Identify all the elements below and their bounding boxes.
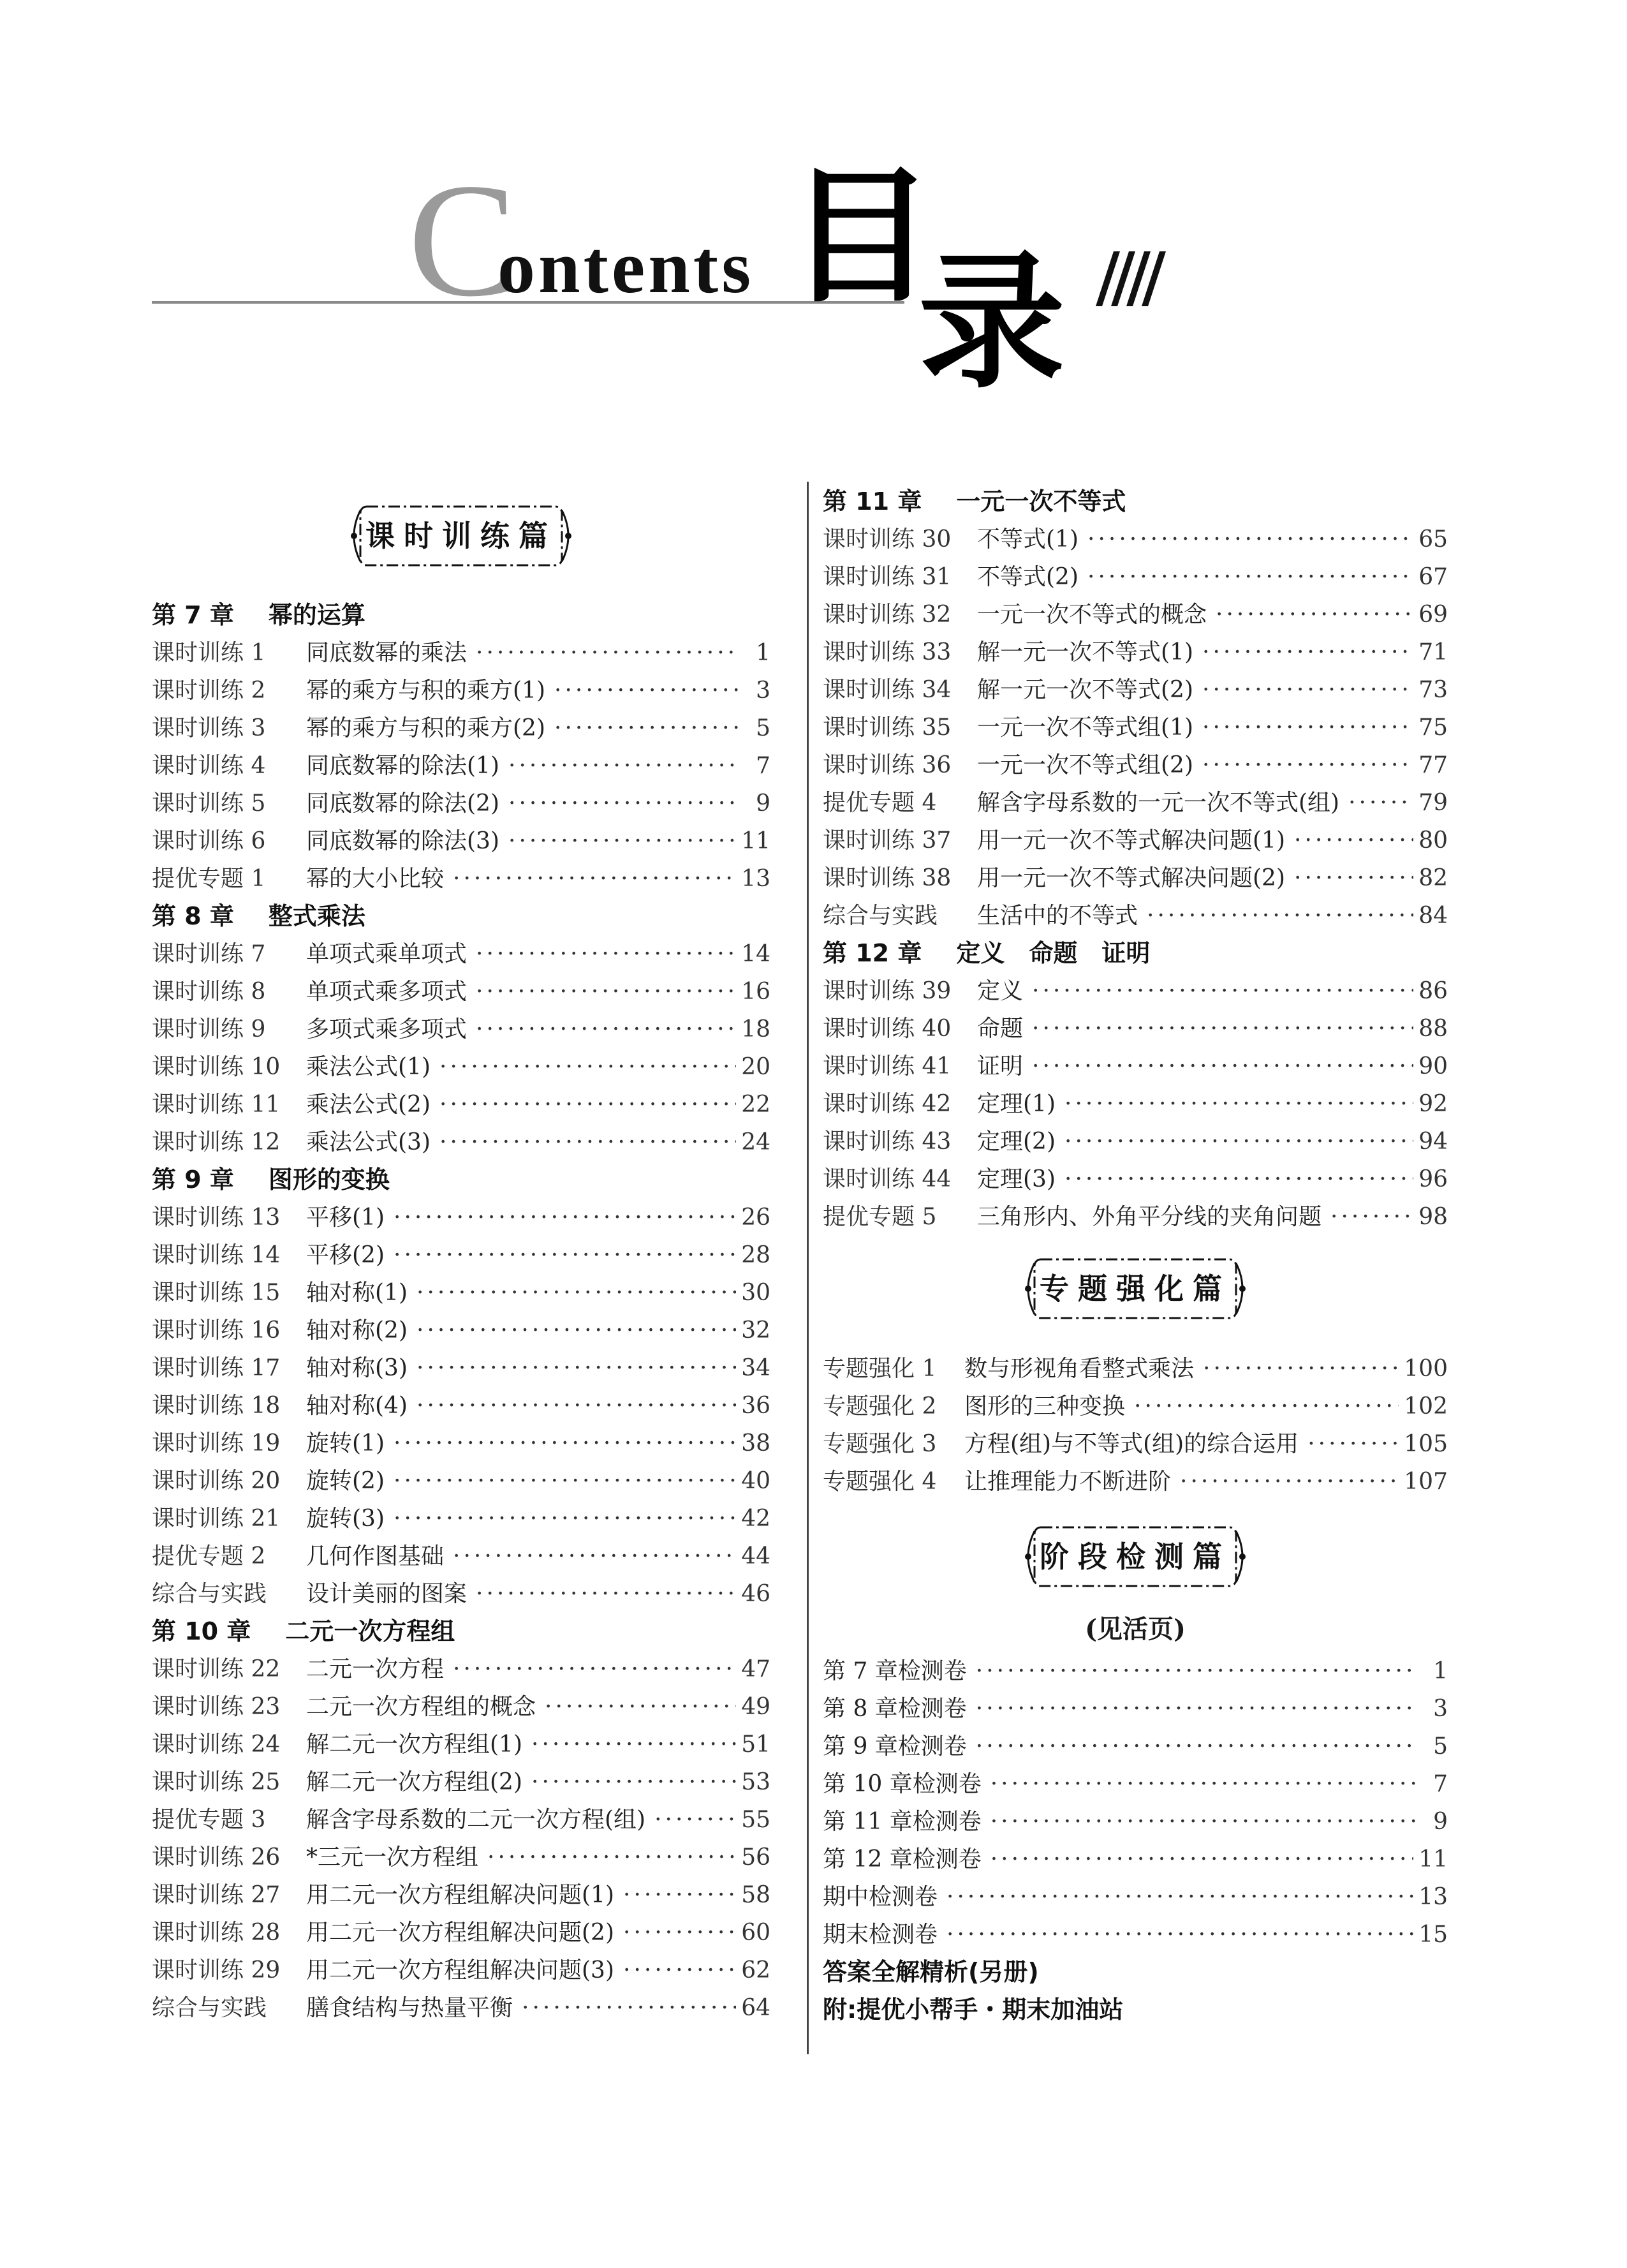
toc-row[interactable]: 专题强化 1 数与形视角看整式乘法 ····· 100 bbox=[823, 1350, 1448, 1388]
banner-title: 专题强化篇 bbox=[1040, 1271, 1231, 1306]
dot-leader bbox=[394, 1236, 736, 1274]
toc-row[interactable]: 专题强化 3 方程(组)与不等式(组)的综合运用 ····· 105 bbox=[823, 1425, 1448, 1463]
dot-leader bbox=[1294, 822, 1413, 859]
toc-row[interactable]: 课时训练 41 证明 ····· 90 bbox=[823, 1048, 1448, 1085]
section-banner-stage bbox=[1020, 1518, 1250, 1595]
toc-row[interactable]: 课时训练 9 多项式乘多项式 ····· 18 bbox=[152, 1011, 770, 1048]
header-word: ontents bbox=[497, 225, 755, 309]
toc-row[interactable]: 课时训练 36 一元一次不等式组(2) ····· 77 bbox=[823, 746, 1448, 784]
test-row[interactable]: 第 12 章检测卷 ····· 11 bbox=[823, 1841, 1448, 1878]
dot-leader bbox=[416, 1312, 736, 1349]
toc-row[interactable]: 课时训练 7 单项式乘单项式 ····· 14 bbox=[152, 935, 770, 973]
dot-leader bbox=[976, 1728, 1417, 1765]
dot-leader bbox=[1032, 1048, 1413, 1085]
toc-row[interactable]: 课时训练 10 乘法公式(1) ····· 20 bbox=[152, 1048, 770, 1086]
dot-leader bbox=[439, 1086, 736, 1123]
dot-leader bbox=[946, 1916, 1413, 1953]
stage-note: (见活页) bbox=[1085, 1614, 1186, 1644]
toc-row[interactable]: 课时训练 24 解二元一次方程组(1) ····· 51 bbox=[152, 1726, 770, 1763]
chapter-heading: 第 12 章 定义 命题 证明 bbox=[823, 939, 1151, 967]
toc-row[interactable]: 课时训练 39 定义 ····· 86 bbox=[823, 972, 1448, 1010]
dot-leader bbox=[1202, 671, 1413, 709]
banner-title: 课时训练篇 bbox=[365, 519, 557, 553]
toc-row[interactable]: 综合与实践 膳食结构与热量平衡 ····· 64 bbox=[152, 1989, 770, 2027]
test-row[interactable]: 第 9 章检测卷 ····· 5 bbox=[823, 1728, 1448, 1765]
dot-leader bbox=[990, 1841, 1413, 1878]
dot-leader bbox=[654, 1801, 736, 1839]
toc-row[interactable]: 综合与实践 生活中的不等式 ····· 84 bbox=[823, 897, 1448, 935]
toc-row[interactable]: 课时训练 44 定理(3) ····· 96 bbox=[823, 1160, 1448, 1198]
toc-row[interactable]: 课时训练 8 单项式乘多项式 ····· 16 bbox=[152, 973, 770, 1011]
dot-leader bbox=[531, 1763, 736, 1801]
toc-row[interactable]: 课时训练 35 一元一次不等式组(1) ····· 75 bbox=[823, 709, 1448, 746]
test-row[interactable]: 期末检测卷 ····· 15 bbox=[823, 1916, 1448, 1953]
dot-leader bbox=[416, 1387, 736, 1425]
dot-leader bbox=[416, 1274, 736, 1312]
toc-row[interactable]: 课时训练 17 轴对称(3) ····· 34 bbox=[152, 1349, 770, 1387]
toc-row[interactable]: 课时训练 16 轴对称(2) ····· 32 bbox=[152, 1312, 770, 1349]
toc-row[interactable]: 课时训练 18 轴对称(4) ····· 36 bbox=[152, 1387, 770, 1425]
toc-row[interactable]: 课时训练 23 二元一次方程组的概念 ····· 49 bbox=[152, 1688, 770, 1726]
chapter-heading: 第 11 章 一元一次不等式 bbox=[823, 487, 1126, 515]
test-row[interactable]: 第 11 章检测卷 ····· 9 bbox=[823, 1803, 1448, 1841]
toc-row[interactable]: 课时训练 28 用二元一次方程组解决问题(2) ····· 60 bbox=[152, 1914, 770, 1952]
dot-leader bbox=[623, 1914, 736, 1952]
toc-row[interactable]: 课时训练 29 用二元一次方程组解决问题(3) ····· 62 bbox=[152, 1952, 770, 1989]
dot-leader bbox=[453, 1538, 736, 1575]
dot-leader bbox=[623, 1876, 736, 1914]
dot-leader bbox=[394, 1500, 736, 1538]
chapter-heading: 第 10 章 二元一次方程组 bbox=[152, 1617, 455, 1645]
toc-row[interactable]: 课时训练 40 命题 ····· 88 bbox=[823, 1010, 1448, 1048]
toc-row[interactable]: 课时训练 22 二元一次方程 ····· 47 bbox=[152, 1650, 770, 1688]
toc-row[interactable]: 课时训练 32 一元一次不等式的概念 ····· 69 bbox=[823, 596, 1448, 634]
test-row[interactable]: 第 8 章检测卷 ····· 3 bbox=[823, 1690, 1448, 1728]
dot-leader bbox=[508, 785, 740, 822]
banner-title: 阶段检测篇 bbox=[1040, 1539, 1231, 1574]
toc-row[interactable]: 课时训练 14 平移(2) ····· 28 bbox=[152, 1236, 770, 1274]
header-big-letter: C bbox=[408, 151, 517, 330]
toc-row[interactable]: 课时训练 5 同底数幂的除法(2) ····· 9 bbox=[152, 785, 770, 822]
toc-row[interactable]: 课时训练 20 旋转(2) ····· 40 bbox=[152, 1462, 770, 1500]
dot-leader bbox=[1330, 1198, 1413, 1236]
toc-row[interactable]: 课时训练 26 *三元一次方程组 ····· 56 bbox=[152, 1839, 770, 1876]
toc-row[interactable]: 提优专题 4 解含字母系数的一元一次不等式(组) ····· 79 bbox=[823, 784, 1448, 822]
dot-leader bbox=[1087, 558, 1413, 596]
dot-leader bbox=[1087, 521, 1413, 558]
appendix-note: 附:提优小帮手・期末加油站 bbox=[823, 1996, 1124, 2024]
section-banner-special bbox=[1020, 1250, 1250, 1327]
dot-leader bbox=[476, 973, 736, 1011]
dot-leader bbox=[623, 1952, 736, 1989]
dot-leader bbox=[476, 1575, 736, 1613]
toc-row[interactable]: 课时训练 12 乘法公式(3) ····· 24 bbox=[152, 1123, 770, 1161]
dot-leader bbox=[508, 822, 736, 860]
dot-leader bbox=[1064, 1123, 1413, 1160]
dot-leader bbox=[976, 1690, 1417, 1728]
header-stripes bbox=[1084, 250, 1167, 308]
dot-leader bbox=[1032, 972, 1413, 1010]
dot-leader bbox=[1202, 746, 1413, 784]
toc-row[interactable]: 提优专题 5 三角形内、外角平分线的夹角问题 ····· 98 bbox=[823, 1198, 1448, 1236]
dot-leader bbox=[476, 935, 736, 973]
toc-row[interactable]: 课时训练 33 解一元一次不等式(1) ····· 71 bbox=[823, 634, 1448, 671]
toc-row[interactable]: 提优专题 3 解含字母系数的二元一次方程(组) ····· 55 bbox=[152, 1801, 770, 1839]
toc-row[interactable]: 课时训练 34 解一元一次不等式(2) ····· 73 bbox=[823, 671, 1448, 709]
toc-row[interactable]: 课时训练 3 幂的乘方与积的乘方(2) ····· 5 bbox=[152, 709, 770, 747]
dot-leader bbox=[1134, 1388, 1399, 1425]
toc-row[interactable]: 课时训练 31 不等式(2) ····· 67 bbox=[823, 558, 1448, 596]
dot-leader bbox=[394, 1425, 736, 1462]
dot-leader bbox=[554, 672, 740, 709]
column-divider bbox=[807, 482, 809, 2054]
toc-row[interactable]: 课时训练 13 平移(1) ····· 26 bbox=[152, 1199, 770, 1236]
dot-leader bbox=[1180, 1463, 1399, 1501]
dot-leader bbox=[487, 1839, 736, 1876]
dot-leader bbox=[522, 1989, 736, 2027]
toc-row[interactable]: 课时训练 42 定理(1) ····· 92 bbox=[823, 1085, 1448, 1123]
header-title-char-1: 目 bbox=[788, 152, 935, 323]
toc-row[interactable]: 专题强化 2 图形的三种变换 ····· 102 bbox=[823, 1388, 1448, 1425]
dot-leader bbox=[531, 1726, 736, 1763]
test-row[interactable]: 第 7 章检测卷 ····· 1 bbox=[823, 1652, 1448, 1690]
toc-row[interactable]: 课时训练 37 用一元一次不等式解决问题(1) ····· 80 bbox=[823, 822, 1448, 859]
dot-leader bbox=[1064, 1160, 1413, 1198]
toc-row[interactable]: 课时训练 2 幂的乘方与积的乘方(1) ····· 3 bbox=[152, 672, 770, 709]
dot-leader bbox=[1294, 859, 1413, 897]
dot-leader bbox=[976, 1652, 1417, 1690]
toc-row[interactable]: 课时训练 25 解二元一次方程组(2) ····· 53 bbox=[152, 1763, 770, 1801]
dot-leader bbox=[946, 1878, 1413, 1916]
toc-row[interactable]: 课时训练 6 同底数幂的除法(3) ····· 11 bbox=[152, 822, 770, 860]
test-row[interactable]: 期中检测卷 ····· 13 bbox=[823, 1878, 1448, 1916]
toc-row[interactable]: 课时训练 15 轴对称(1) ····· 30 bbox=[152, 1274, 770, 1312]
toc-row[interactable]: 课时训练 11 乘法公式(2) ····· 22 bbox=[152, 1086, 770, 1123]
dot-leader bbox=[1147, 897, 1413, 935]
toc-row[interactable]: 课时训练 1 同底数幂的乘法 ····· 1 bbox=[152, 634, 770, 672]
dot-leader bbox=[1348, 784, 1413, 822]
chapter-heading: 第 9 章 图形的变换 bbox=[152, 1166, 390, 1194]
dot-leader bbox=[1202, 634, 1413, 671]
dot-leader bbox=[394, 1199, 736, 1236]
dot-leader bbox=[394, 1462, 736, 1500]
dot-leader bbox=[508, 747, 740, 785]
toc-row[interactable]: 专题强化 4 让推理能力不断进阶 ····· 107 bbox=[823, 1463, 1448, 1501]
dot-leader bbox=[439, 1048, 736, 1086]
dot-leader bbox=[554, 709, 740, 747]
toc-row[interactable]: 提优专题 1 幂的大小比较 ····· 13 bbox=[152, 860, 770, 898]
chapter-heading: 第 7 章 幂的运算 bbox=[152, 601, 365, 629]
toc-row[interactable]: 综合与实践 设计美丽的图案 ····· 46 bbox=[152, 1575, 770, 1613]
dot-leader bbox=[476, 1011, 736, 1048]
answers-note: 答案全解精析(另册) bbox=[823, 1958, 1039, 1986]
dot-leader bbox=[990, 1803, 1417, 1841]
test-row[interactable]: 第 10 章检测卷 ····· 7 bbox=[823, 1765, 1448, 1803]
dot-leader bbox=[1064, 1085, 1413, 1123]
toc-row[interactable]: 课时训练 4 同底数幂的除法(1) ····· 7 bbox=[152, 747, 770, 785]
toc-row[interactable]: 课时训练 38 用一元一次不等式解决问题(2) ····· 82 bbox=[823, 859, 1448, 897]
chapter-heading: 第 8 章 整式乘法 bbox=[152, 902, 365, 930]
dot-leader bbox=[453, 1650, 736, 1688]
dot-leader bbox=[545, 1688, 736, 1726]
dot-leader bbox=[416, 1349, 736, 1387]
dot-leader bbox=[1307, 1425, 1399, 1463]
dot-leader bbox=[990, 1765, 1417, 1803]
header-title-char-2: 录 bbox=[918, 238, 1066, 408]
dot-leader bbox=[1203, 1350, 1399, 1388]
toc-row[interactable]: 课时训练 30 不等式(1) ····· 65 bbox=[823, 521, 1448, 558]
toc-row[interactable]: 课时训练 19 旋转(1) ····· 38 bbox=[152, 1425, 770, 1462]
toc-row[interactable]: 课时训练 43 定理(2) ····· 94 bbox=[823, 1123, 1448, 1160]
toc-row[interactable]: 课时训练 21 旋转(3) ····· 42 bbox=[152, 1500, 770, 1538]
dot-leader bbox=[439, 1123, 736, 1161]
dot-leader bbox=[1216, 596, 1413, 634]
dot-leader bbox=[453, 860, 736, 898]
toc-row[interactable]: 提优专题 2 几何作图基础 ····· 44 bbox=[152, 1538, 770, 1575]
dot-leader bbox=[1032, 1010, 1413, 1048]
dot-leader bbox=[476, 634, 740, 672]
dot-leader bbox=[1202, 709, 1413, 746]
section-banner-practice bbox=[346, 498, 576, 574]
toc-row[interactable]: 课时训练 27 用二元一次方程组解决问题(1) ····· 58 bbox=[152, 1876, 770, 1914]
